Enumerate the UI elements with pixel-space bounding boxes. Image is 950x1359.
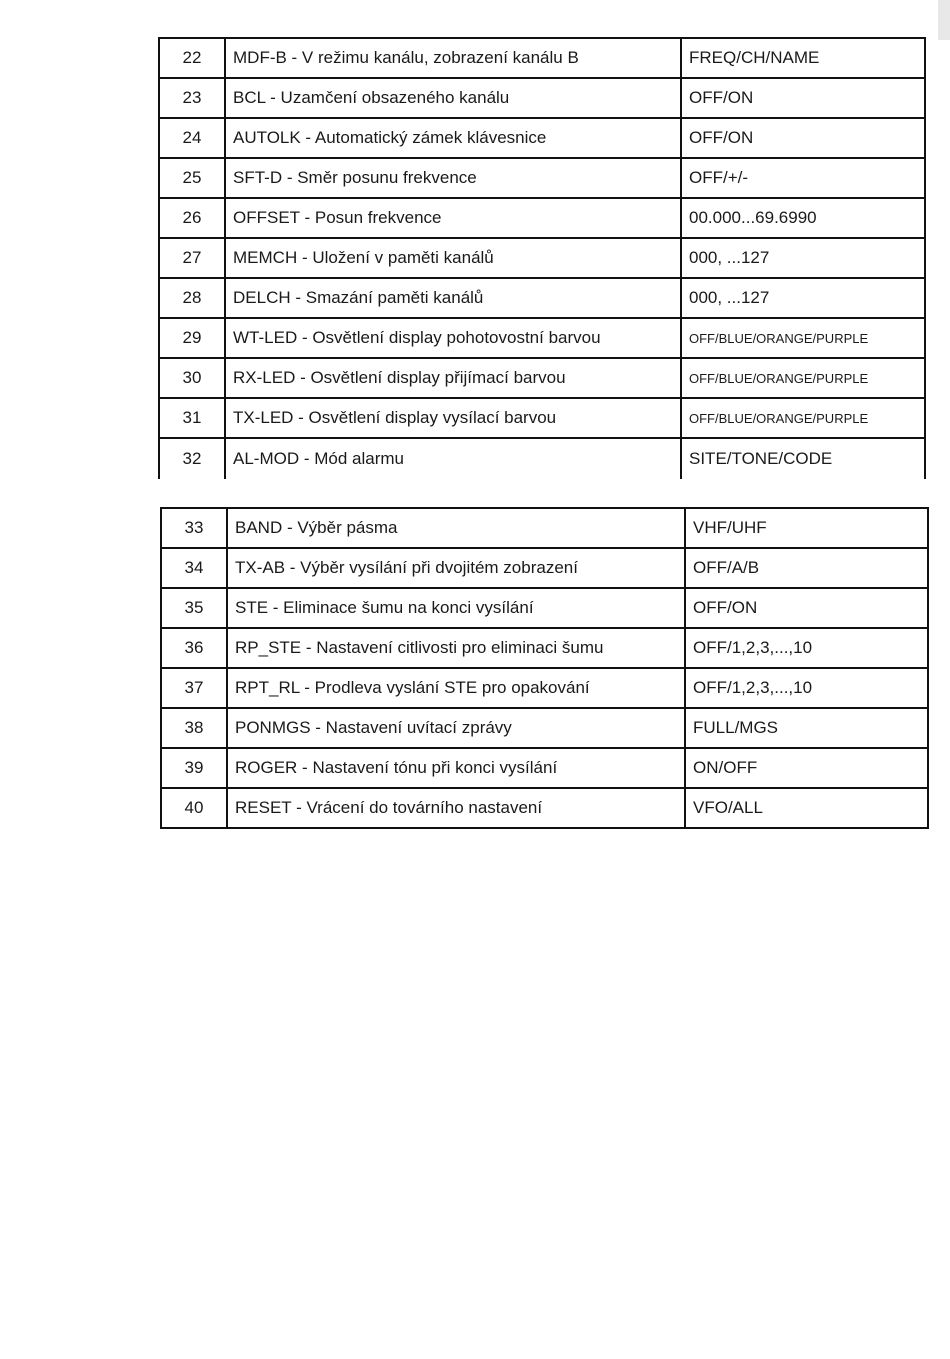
row-number: 38 [161,708,227,748]
row-number: 34 [161,548,227,588]
setting-description: TX-LED - Osvětlení display vysílací barvou [225,398,681,438]
table-row [161,788,928,828]
setting-values: 000, ...127 [681,278,925,318]
row-number: 30 [159,358,225,398]
setting-values: VHF/UHF [685,508,928,548]
setting-description: RPT_RL - Prodleva vyslání STE pro opakování [227,668,685,708]
setting-values: OFF/ON [681,118,925,158]
row-number: 24 [159,118,225,158]
page-edge-shade [938,0,950,40]
setting-description: BCL - Uzamčení obsazeného kanálu [225,78,681,118]
setting-values: ON/OFF [685,748,928,788]
settings-table-part-1 [158,37,926,479]
table-row [159,78,925,118]
row-number: 36 [161,628,227,668]
setting-description: RP_STE - Nastavení citlivosti pro eliminaci šumu [227,628,685,668]
setting-values: OFF/BLUE/ORANGE/PURPLE [681,398,925,438]
setting-values: OFF/1,2,3,...,10 [685,628,928,668]
setting-values: OFF/ON [681,78,925,118]
row-number: 37 [161,668,227,708]
setting-description: PONMGS - Nastavení uvítací zprávy [227,708,685,748]
row-number: 22 [159,38,225,78]
setting-values: VFO/ALL [685,788,928,828]
setting-description: WT-LED - Osvětlení display pohotovostní barvou [225,318,681,358]
setting-description: AL-MOD - Mód alarmu [225,438,681,479]
table-row [161,668,928,708]
table-row [159,158,925,198]
row-number: 40 [161,788,227,828]
table-row [159,198,925,238]
row-number: 25 [159,158,225,198]
setting-description: RX-LED - Osvětlení display přijímací barvou [225,358,681,398]
table-row [159,318,925,358]
row-number: 31 [159,398,225,438]
settings-table-part-2 [160,507,929,829]
setting-values: OFF/BLUE/ORANGE/PURPLE [681,358,925,398]
row-number: 29 [159,318,225,358]
table-row [159,438,925,479]
setting-description: RESET - Vrácení do továrního nastavení [227,788,685,828]
row-number: 33 [161,508,227,548]
setting-description: OFFSET - Posun frekvence [225,198,681,238]
table-row [161,548,928,588]
table-row [159,398,925,438]
setting-values: SITE/TONE/CODE [681,438,925,479]
setting-values: FREQ/CH/NAME [681,38,925,78]
setting-values: OFF/A/B [685,548,928,588]
table-row [161,588,928,628]
setting-values: OFF/ON [685,588,928,628]
row-number: 32 [159,438,225,479]
setting-values: OFF/BLUE/ORANGE/PURPLE [681,318,925,358]
table-row [161,748,928,788]
settings-table-body-2 [161,508,928,828]
setting-description: AUTOLK - Automatický zámek klávesnice [225,118,681,158]
setting-description: DELCH - Smazání paměti kanálů [225,278,681,318]
table-row [161,708,928,748]
table-row [159,38,925,78]
setting-description: STE - Eliminace šumu na konci vysílání [227,588,685,628]
table-row [159,238,925,278]
setting-description: MEMCH - Uložení v paměti kanálů [225,238,681,278]
table-row [159,118,925,158]
setting-description: BAND - Výběr pásma [227,508,685,548]
table-row [159,358,925,398]
setting-values: FULL/MGS [685,708,928,748]
setting-values: 00.000...69.6990 [681,198,925,238]
setting-values: OFF/1,2,3,...,10 [685,668,928,708]
row-number: 23 [159,78,225,118]
table-row [159,278,925,318]
row-number: 26 [159,198,225,238]
row-number: 28 [159,278,225,318]
table-row [161,628,928,668]
setting-description: TX-AB - Výběr vysílání při dvojitém zobrazení [227,548,685,588]
settings-table-body-1 [159,38,925,479]
setting-values: 000, ...127 [681,238,925,278]
row-number: 39 [161,748,227,788]
setting-description: SFT-D - Směr posunu frekvence [225,158,681,198]
table-row [161,508,928,548]
row-number: 35 [161,588,227,628]
setting-description: MDF-B - V režimu kanálu, zobrazení kanálu B [225,38,681,78]
row-number: 27 [159,238,225,278]
setting-values: OFF/+/- [681,158,925,198]
setting-description: ROGER - Nastavení tónu při konci vysílání [227,748,685,788]
